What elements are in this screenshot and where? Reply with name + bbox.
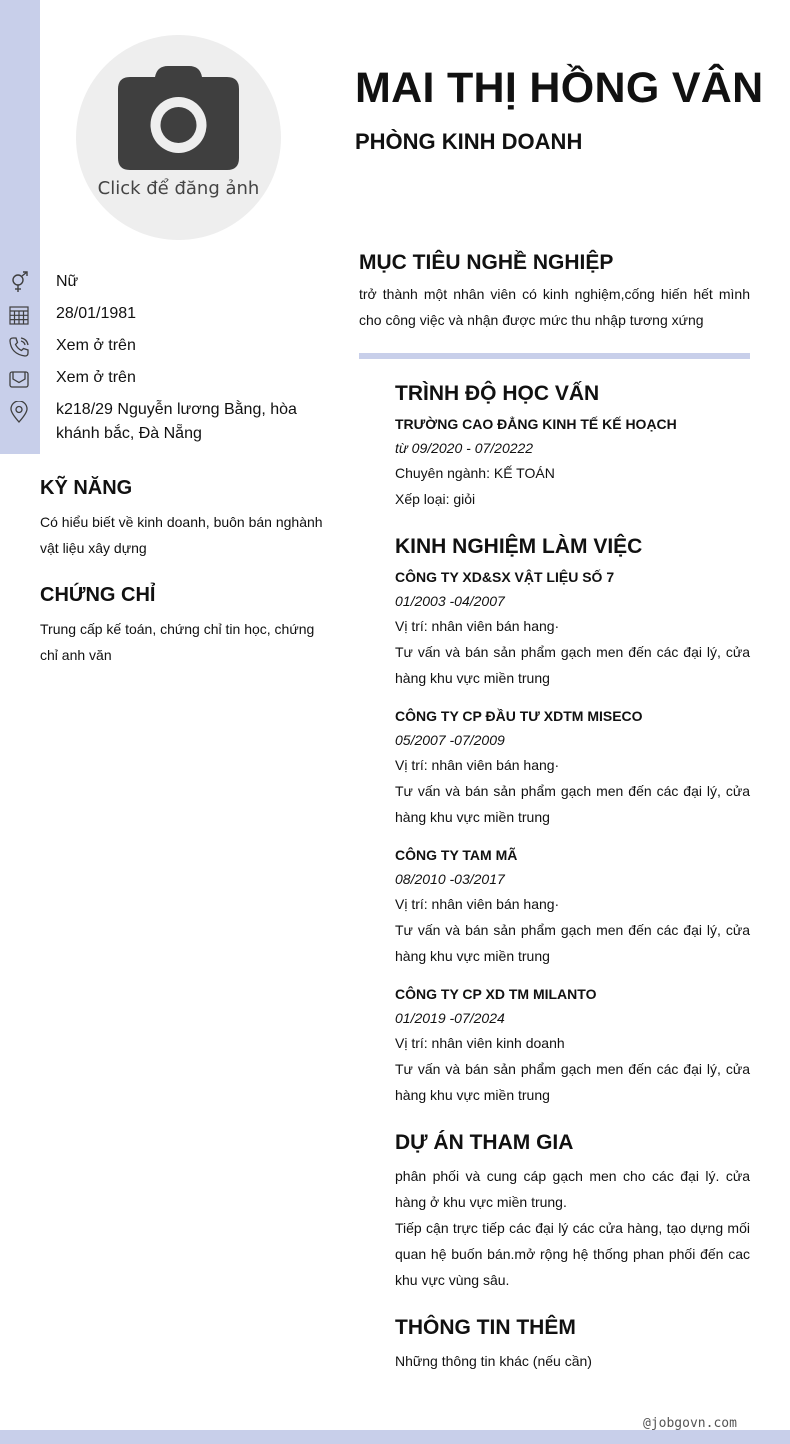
job-description: Tư vấn và bán sản phẩm gạch men đến các đại lý, cửa hàng khu vực miền trung <box>395 783 750 825</box>
job-description: Tư vấn và bán sản phẩm gạch men đến các đại lý, cửa hàng khu vực miền trung <box>395 1061 750 1103</box>
project-paragraph: Tiếp cận trực tiếp các đại lý các cửa hàng, tạo dựng mối quan hệ buốn bán.mở rộng hệ thống phan phối đến cac khu vực vùng sâu. <box>395 1220 750 1288</box>
objective-text: trở thành một nhân viên có kinh nghiệm,cống hiến hết mình cho công việc và nhận được mức thu nhập tương xứng <box>359 286 750 328</box>
job-position: Vị trí: nhân viên bán hang· <box>395 757 560 773</box>
certificates-text: Trung cấp kế toán, chứng chỉ tin học, chứng chỉ anh văn <box>40 621 315 663</box>
bottom-accent-strip <box>0 1430 790 1444</box>
skills-text: Có hiểu biết về kinh doanh, buôn bán nghành vật liệu xây dựng <box>40 514 323 556</box>
job-period: 08/2010 -03/2017 <box>395 871 505 887</box>
job-company: CÔNG TY TAM MÃ <box>395 847 518 863</box>
job-company: CÔNG TY CP ĐẦU TƯ XDTM MISECO <box>395 708 643 724</box>
location-pin-icon <box>8 401 30 423</box>
phone-icon <box>8 336 30 358</box>
gender-icon <box>8 271 30 293</box>
photo-upload-label: Click để đăng ảnh <box>97 178 260 199</box>
job-period: 05/2007 -07/2009 <box>395 732 505 748</box>
projects-heading: DỰ ÁN THAM GIA <box>395 1131 574 1154</box>
education-grade: Xếp loại: giỏi <box>395 491 476 507</box>
job-description: Tư vấn và bán sản phẩm gạch men đến các đại lý, cửa hàng khu vực miền trung <box>395 644 750 686</box>
education-period: từ 09/2020 - 07/20222 <box>395 440 534 456</box>
section-divider <box>359 353 750 359</box>
job-position: Vị trí: nhân viên bán hang· <box>395 618 560 634</box>
job-position: Vị trí: nhân viên bán hang· <box>395 896 560 912</box>
education-school: TRƯỜNG CAO ĐẲNG KINH TẾ KẾ HOẠCH <box>395 416 677 432</box>
calendar-icon <box>8 304 30 326</box>
job-description: Tư vấn và bán sản phẩm gạch men đến các đại lý, cửa hàng khu vực miền trung <box>395 922 750 964</box>
job-company: CÔNG TY XD&SX VẬT LIỆU SỐ 7 <box>395 569 615 585</box>
job-position: Vị trí: nhân viên kinh doanh <box>395 1035 565 1051</box>
extra-info-text: Những thông tin khác (nếu cần) <box>395 1353 592 1369</box>
footer-watermark: @jobgovn.com <box>643 1416 737 1431</box>
gender-value: Nữ <box>56 273 79 290</box>
email-value: Xem ở trên <box>56 369 136 386</box>
mail-icon <box>8 368 30 390</box>
job-period: 01/2003 -04/2007 <box>395 593 505 609</box>
address-value: k218/29 Nguyễn lương Bằng, hòa khánh bắc, Đà Nẵng <box>56 401 297 442</box>
birthdate-value: 28/01/1981 <box>56 305 137 322</box>
extra-info-heading: THÔNG TIN THÊM <box>395 1316 576 1339</box>
job-period: 01/2019 -07/2024 <box>395 1010 505 1026</box>
certificates-heading: CHỨNG CHỈ <box>40 584 156 606</box>
skills-heading: KỸ NĂNG <box>40 477 133 499</box>
camera-icon <box>117 65 240 171</box>
education-major: Chuyên ngành: KẾ TOÁN <box>395 465 555 481</box>
photo-upload[interactable] <box>76 35 281 240</box>
education-heading: TRÌNH ĐỘ HỌC VẤN <box>395 382 600 405</box>
project-paragraph: phân phối và cung cáp gạch men cho các đại lý. cửa hàng ở khu vực miền trung. <box>395 1168 750 1210</box>
job-company: CÔNG TY CP XD TM MILANTO <box>395 986 597 1002</box>
objective-heading: MỤC TIÊU NGHỀ NGHIỆP <box>359 251 614 274</box>
department-title: PHÒNG KINH DOANH <box>355 129 583 154</box>
candidate-name: MAI THỊ HỒNG VÂN <box>355 64 764 112</box>
experience-heading: KINH NGHIỆM LÀM VIỆC <box>395 535 643 558</box>
phone-value: Xem ở trên <box>56 337 136 354</box>
